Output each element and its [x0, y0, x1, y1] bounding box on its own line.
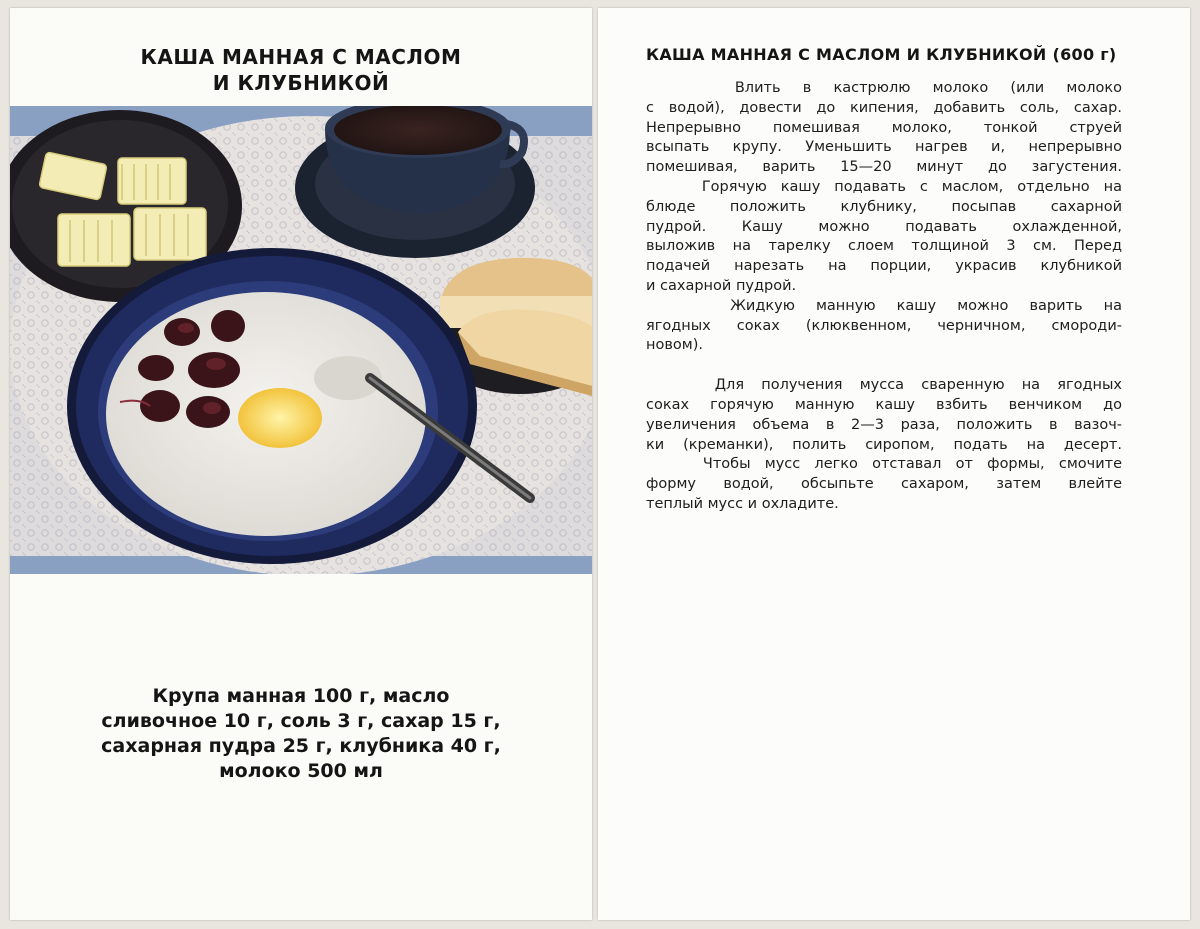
- ingredients-list: [10, 684, 592, 784]
- recipe-paragraph-2: [646, 178, 1122, 297]
- recipe-paragraph-5: [646, 455, 1122, 514]
- ingredients-line-3: сахарная пудра 25 г, клубника 40 г,: [101, 735, 501, 757]
- recipe-line: с водой), довести до кипения, добавить соль, сахар.: [646, 99, 1122, 116]
- dish-photo: [10, 106, 592, 574]
- recipe-line: помешивая, варить 15—20 минут до загустения.: [646, 159, 1122, 176]
- recipe-paragraph-1: [646, 79, 1122, 178]
- left-title-line-1: КАША МАННАЯ С МАСЛОМ: [140, 45, 462, 69]
- tea-cup: [295, 106, 535, 258]
- recipe-text: [646, 79, 1122, 515]
- recipe-line: теплый мусс и охладите.: [646, 495, 839, 512]
- recipe-line: Для получения мусса сваренную на ягодных: [646, 377, 1122, 394]
- recipe-title: КАША МАННАЯ С МАСЛОМ И КЛУБНИКОЙ (600 г): [646, 45, 1117, 64]
- recipe-line: пудрой. Кашу можно подавать охлажденной,: [646, 218, 1122, 235]
- recipe-paragraph-3: [646, 297, 1122, 356]
- recipe-line: ягодных соках (клюквенном, черничном, смороди-: [646, 317, 1122, 334]
- recipe-line: блюде положить клубнику, посыпав сахарной: [646, 198, 1122, 215]
- recipe-line: Горячую кашу подавать с маслом, отдельно на: [646, 178, 1122, 195]
- recipe-line: и сахарной пудрой.: [646, 277, 797, 294]
- recipe-line: ки (креманки), полить сиропом, подать на десерт.: [646, 436, 1122, 453]
- recipe-line: Жидкую манную кашу можно варить на: [646, 297, 1122, 314]
- recipe-line: выложив на тарелку слоем толщиной 3 см. Перед: [646, 238, 1122, 255]
- left-title-line-2: И КЛУБНИКОЙ: [212, 71, 390, 95]
- ingredients-line-4: молоко 500 мл: [219, 760, 383, 782]
- left-title: [10, 44, 592, 96]
- recipe-line: Чтобы мусс легко отставал от формы, смочите: [646, 456, 1122, 473]
- ingredients-line-2: сливочное 10 г, соль 3 г, сахар 15 г,: [101, 710, 501, 732]
- recipe-line: Непрерывно помешивая молоко, тонкой струей: [646, 119, 1122, 136]
- recipe-line: увеличения объема в 2—3 раза, положить в вазоч-: [646, 416, 1122, 433]
- right-card: [598, 8, 1190, 920]
- left-card: [10, 8, 592, 920]
- recipe-line: новом).: [646, 337, 703, 354]
- recipe-line: Влить в кастрюлю молоко (или молоко: [646, 80, 1122, 96]
- recipe-line: соках горячую манную кашу взбить венчиком до: [646, 396, 1122, 413]
- recipe-paragraph-4: [646, 376, 1122, 455]
- recipe-line: подачей нарезать на порции, украсив клубникой: [646, 258, 1122, 275]
- recipe-line: форму водой, обсыпьте сахаром, затем влейте: [646, 476, 1122, 493]
- ingredients-line-1: Крупа манная 100 г, масло: [152, 685, 450, 707]
- recipe-line: всыпать крупу. Уменьшить нагрев и, непрерывно: [646, 139, 1122, 156]
